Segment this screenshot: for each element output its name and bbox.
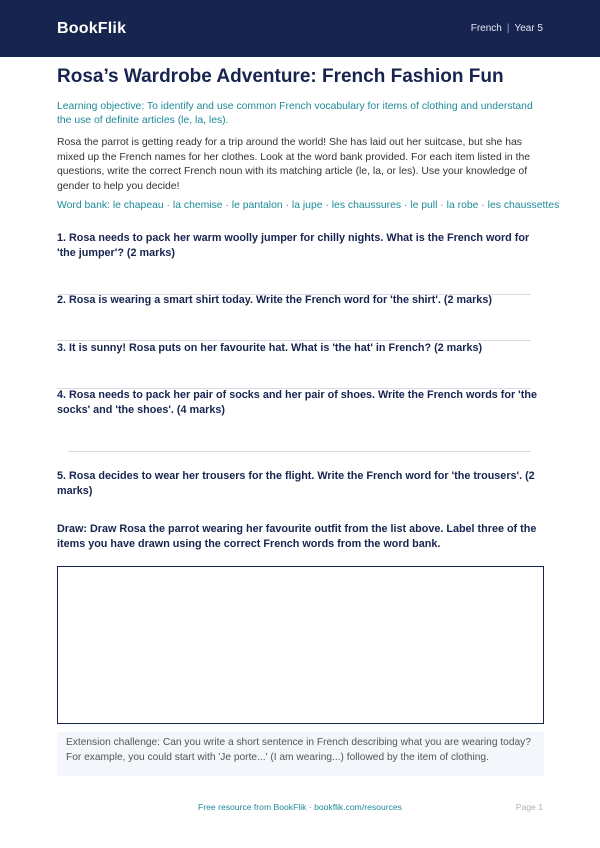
intro-paragraph: Rosa the parrot is getting ready for a trip around the world! She has laid out her suitcase, but she has mixed up the French names for her clothes. Look at the word bank provided. For each item listed in the questions, write the correct French noun with its matching article (le, la, or les). Use your knowledge of gender to help you decide! (57, 137, 531, 192)
question-3: 3. It is sunny! Rosa puts on her favourite hat. What is 'the hat' in French? (2 marks) (57, 342, 483, 354)
learning-objective: Learning objective: To identify and use common French vocabulary for items of clothing and understand the use of definite articles (le, la, les). (57, 101, 533, 126)
draw-prompt: Draw: Draw Rosa the parrot wearing her favourite outfit from the list above. Label three of the items you have drawn using the correct French words from the word bank. (57, 523, 537, 550)
question-4: 4. Rosa needs to pack her pair of socks and her pair of shoes. Write the French words for 'the socks' and 'the shoes'. (4 marks) (57, 389, 537, 416)
question-2: 2. Rosa is wearing a smart shirt today. Write the French word for 'the shirt'. (2 marks) (57, 294, 492, 306)
subject-label: French (470, 23, 502, 34)
footer-credit: Free resource from BookFlik · bookflik.com/resources (198, 802, 402, 812)
brand-logo: BookFlik (57, 19, 127, 37)
page-number: Page 1 (515, 802, 543, 812)
meta-separator: | (506, 23, 510, 34)
header-meta (471, 23, 543, 34)
year-label: Year 5 (514, 23, 543, 34)
answer-line-4[interactable] (68, 451, 531, 452)
question-5: 5. Rosa decides to wear her trousers for the flight. Write the French word for 'the trousers'. (2 marks) (57, 470, 535, 497)
page-header (0, 0, 600, 57)
question-1: 1. Rosa needs to pack her warm woolly jumper for chilly nights. What is the French word for 'the jumper'? (2 marks) (57, 232, 530, 259)
extension-challenge: Extension challenge: Can you write a short sentence in French describing what you are wearing today? For example, you could start with 'Je porte...' (I am wearing...) followed by the item of clothing. (57, 732, 544, 776)
word-bank: Word bank: le chapeau · la chemise · le pantalon · la jupe · les chaussures · le pull · la robe · les chaussettes (57, 200, 560, 211)
drawing-area[interactable] (57, 566, 544, 724)
page-title: Rosa’s Wardrobe Adventure: French Fashion Fun (57, 66, 504, 87)
